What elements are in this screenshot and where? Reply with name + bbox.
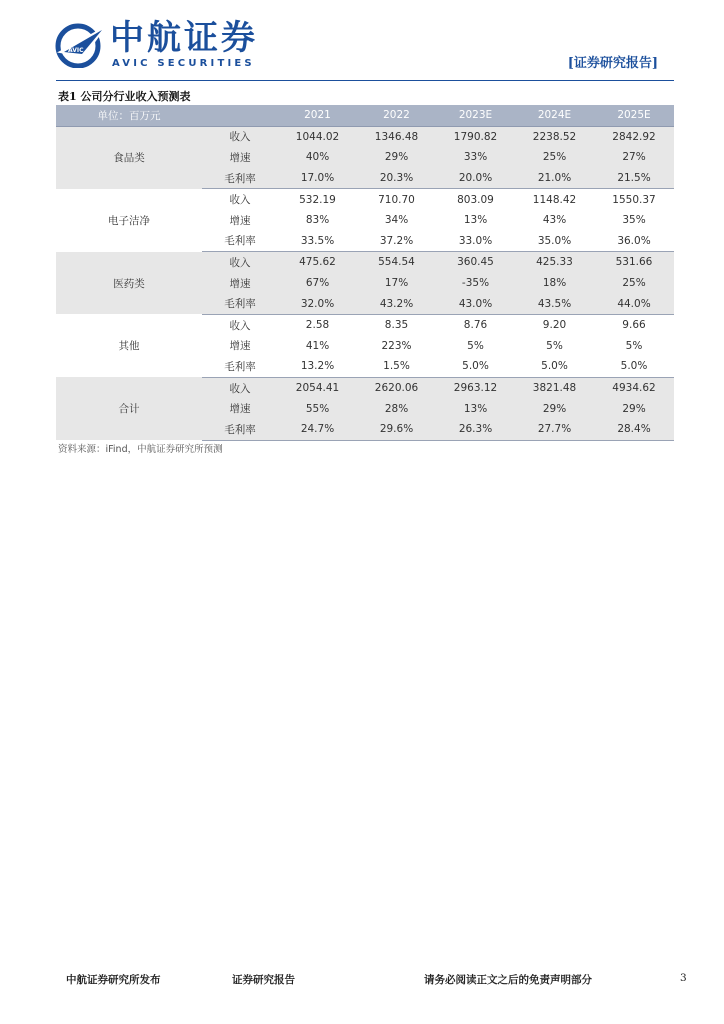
- metric-cell: 增速: [202, 336, 278, 357]
- header-year: 2024E: [515, 105, 594, 126]
- value-cell: 20.3%: [357, 168, 436, 189]
- metric-cell: 毛利率: [202, 356, 278, 377]
- metric-cell: 收入: [202, 126, 278, 147]
- page-footer: [0, 972, 724, 996]
- value-cell: 67%: [278, 273, 357, 294]
- value-cell: 4934.62: [594, 377, 674, 398]
- value-cell: 2620.06: [357, 377, 436, 398]
- table-row: [56, 189, 674, 210]
- value-cell: 9.66: [594, 314, 674, 335]
- value-cell: 17%: [357, 273, 436, 294]
- value-cell: 83%: [278, 210, 357, 231]
- forecast-table-container: [56, 105, 674, 441]
- value-cell: 43.5%: [515, 293, 594, 314]
- value-cell: 27%: [594, 147, 674, 168]
- metric-cell: 增速: [202, 273, 278, 294]
- category-cell: 医药类: [56, 252, 202, 315]
- value-cell: 33%: [436, 147, 515, 168]
- revenue-forecast-table: [56, 105, 674, 441]
- value-cell: 28.4%: [594, 419, 674, 440]
- footer-disclaimer: 请务必阅读正文之后的免责声明部分: [424, 974, 592, 986]
- value-cell: 34%: [357, 210, 436, 231]
- value-cell: 8.76: [436, 314, 515, 335]
- value-cell: 5.0%: [515, 356, 594, 377]
- value-cell: 35%: [594, 210, 674, 231]
- value-cell: 2963.12: [436, 377, 515, 398]
- value-cell: 43.2%: [357, 293, 436, 314]
- value-cell: 803.09: [436, 189, 515, 210]
- value-cell: 29%: [357, 147, 436, 168]
- avic-logo-icon: [54, 22, 106, 68]
- value-cell: 21.0%: [515, 168, 594, 189]
- value-cell: 32.0%: [278, 293, 357, 314]
- value-cell: 21.5%: [594, 168, 674, 189]
- metric-cell: 收入: [202, 377, 278, 398]
- table-row: [56, 252, 674, 273]
- value-cell: 40%: [278, 147, 357, 168]
- header-metric: [202, 105, 278, 126]
- value-cell: -35%: [436, 273, 515, 294]
- value-cell: 41%: [278, 336, 357, 357]
- category-cell: 合计: [56, 377, 202, 440]
- value-cell: 2.58: [278, 314, 357, 335]
- metric-cell: 毛利率: [202, 231, 278, 252]
- data-source-note: 资料来源：iFind，中航证券研究所预测: [58, 444, 223, 455]
- value-cell: 223%: [357, 336, 436, 357]
- value-cell: 1044.02: [278, 126, 357, 147]
- value-cell: 13%: [436, 398, 515, 419]
- value-cell: 1790.82: [436, 126, 515, 147]
- header-year: 2025E: [594, 105, 674, 126]
- metric-cell: 毛利率: [202, 419, 278, 440]
- value-cell: 1.5%: [357, 356, 436, 377]
- footer-publisher: 中航证券研究所发布: [66, 974, 161, 986]
- value-cell: 5%: [515, 336, 594, 357]
- header-year: 2022: [357, 105, 436, 126]
- value-cell: 33.5%: [278, 231, 357, 252]
- logo-text: AVIC: [68, 47, 84, 54]
- value-cell: 5%: [594, 336, 674, 357]
- value-cell: 1148.42: [515, 189, 594, 210]
- metric-cell: 收入: [202, 252, 278, 273]
- category-cell: 电子洁净: [56, 189, 202, 252]
- value-cell: 5.0%: [436, 356, 515, 377]
- value-cell: 3821.48: [515, 377, 594, 398]
- metric-cell: 收入: [202, 314, 278, 335]
- value-cell: 29%: [594, 398, 674, 419]
- metric-cell: 收入: [202, 189, 278, 210]
- value-cell: 29%: [515, 398, 594, 419]
- header-unit: 单位：百万元: [56, 105, 202, 126]
- value-cell: 55%: [278, 398, 357, 419]
- value-cell: 2842.92: [594, 126, 674, 147]
- value-cell: 2054.41: [278, 377, 357, 398]
- value-cell: 28%: [357, 398, 436, 419]
- value-cell: 27.7%: [515, 419, 594, 440]
- value-cell: 43%: [515, 210, 594, 231]
- value-cell: 425.33: [515, 252, 594, 273]
- page-number: 3: [680, 972, 687, 984]
- value-cell: 20.0%: [436, 168, 515, 189]
- header-divider: [56, 80, 674, 81]
- table-title: 表1 公司分行业收入预测表: [58, 90, 191, 103]
- value-cell: 2238.52: [515, 126, 594, 147]
- value-cell: 710.70: [357, 189, 436, 210]
- value-cell: 554.54: [357, 252, 436, 273]
- value-cell: 13.2%: [278, 356, 357, 377]
- brand-name-en: AVIC SECURITIES: [112, 58, 255, 69]
- report-type-label: [证券研究报告]: [567, 56, 658, 71]
- value-cell: 1550.37: [594, 189, 674, 210]
- value-cell: 25%: [594, 273, 674, 294]
- value-cell: 531.66: [594, 252, 674, 273]
- table-row: [56, 314, 674, 335]
- metric-cell: 增速: [202, 147, 278, 168]
- value-cell: 35.0%: [515, 231, 594, 252]
- value-cell: 8.35: [357, 314, 436, 335]
- category-cell: 其他: [56, 314, 202, 377]
- value-cell: 25%: [515, 147, 594, 168]
- value-cell: 9.20: [515, 314, 594, 335]
- value-cell: 29.6%: [357, 419, 436, 440]
- value-cell: 360.45: [436, 252, 515, 273]
- header-year: 2023E: [436, 105, 515, 126]
- table-row: [56, 126, 674, 147]
- value-cell: 43.0%: [436, 293, 515, 314]
- table-row: [56, 377, 674, 398]
- value-cell: 26.3%: [436, 419, 515, 440]
- table-body: [56, 126, 674, 440]
- report-header: [0, 0, 724, 82]
- value-cell: 33.0%: [436, 231, 515, 252]
- metric-cell: 毛利率: [202, 168, 278, 189]
- value-cell: 36.0%: [594, 231, 674, 252]
- metric-cell: 增速: [202, 210, 278, 231]
- value-cell: 13%: [436, 210, 515, 231]
- category-cell: 食品类: [56, 126, 202, 189]
- value-cell: 17.0%: [278, 168, 357, 189]
- value-cell: 532.19: [278, 189, 357, 210]
- metric-cell: 毛利率: [202, 293, 278, 314]
- value-cell: 18%: [515, 273, 594, 294]
- table-header-row: [56, 105, 674, 126]
- value-cell: 44.0%: [594, 293, 674, 314]
- value-cell: 5.0%: [594, 356, 674, 377]
- value-cell: 1346.48: [357, 126, 436, 147]
- value-cell: 37.2%: [357, 231, 436, 252]
- metric-cell: 增速: [202, 398, 278, 419]
- header-year: 2021: [278, 105, 357, 126]
- footer-report-type: 证券研究报告: [232, 974, 295, 986]
- value-cell: 5%: [436, 336, 515, 357]
- value-cell: 475.62: [278, 252, 357, 273]
- value-cell: 24.7%: [278, 419, 357, 440]
- brand-name-cn: 中航证券: [110, 18, 258, 58]
